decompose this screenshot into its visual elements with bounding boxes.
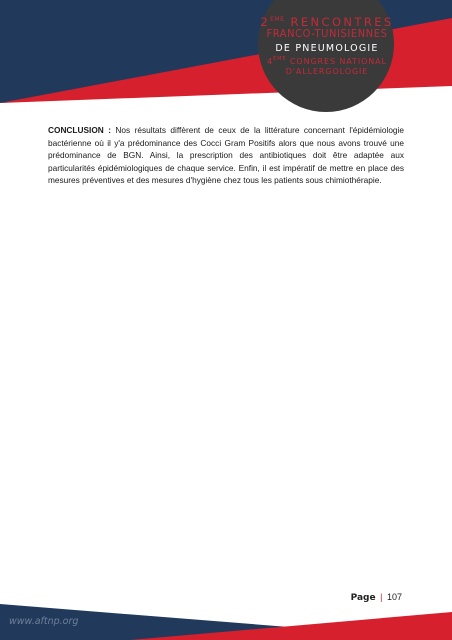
event-logo xyxy=(252,16,402,76)
page-number xyxy=(351,592,402,603)
logo-line-pneumologie: DE PNEUMOLOGIE xyxy=(275,42,379,54)
page-label: Page xyxy=(350,593,376,603)
logo-line-congres: 4ÈME CONGRES NATIONAL xyxy=(267,55,387,66)
conclusion-paragraph xyxy=(48,124,404,187)
logo-line-allergologie: D'ALLERGOLOGIE xyxy=(285,66,369,76)
conclusion-label: CONCLUSION : xyxy=(48,125,111,135)
logo-line-franco-tunisiennes: FRANCO-TUNISIENNES xyxy=(266,27,388,41)
logo-line-rencontres: 2ÈME RENCONTRES xyxy=(260,15,394,29)
conclusion-text: Nos résultats diffèrent de ceux de la littérature concernant l'épidémiologie bactérienne où il y'a prédominance des Cocci Gram Positifs alors que nous avons trouvé une prédominance de BGN. Ainsi, la prescription des antibiotiques doit être adaptée aux particularités épidémiologiques de chaque service. Enfin, il est impératif de mettre en place des mesures préventives et des mesures d'hygiène chez tous les patients sous chimiothérapie. xyxy=(48,125,405,186)
page-separator: | xyxy=(380,592,383,602)
page-number-value: 107 xyxy=(386,592,402,602)
footer-url[interactable]: www.aftnp.org xyxy=(9,616,79,627)
